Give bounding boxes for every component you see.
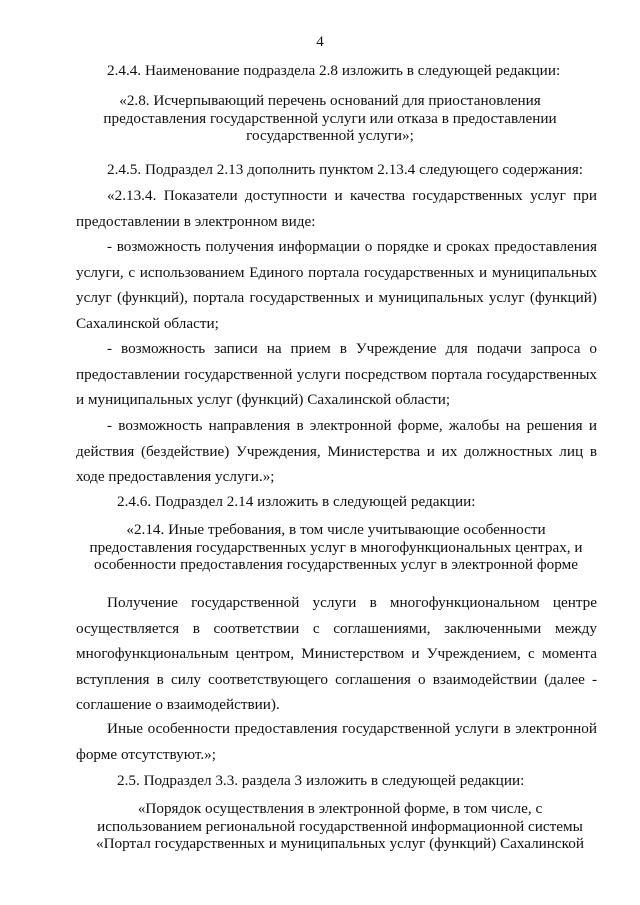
- bullet-appointment: - возможность записи на прием в Учреждение для подачи запроса о предоставлении государственной услуги посредством портала государственных и муниципальных услуг (функций) Сахалинской области;: [76, 340, 597, 408]
- bullet-complaint: - возможность направления в электронной форме, жалобы на решения и действия (бездействие) Учреждения, Министерства и их должностных лиц в ходе предоставления услуги.»;: [76, 417, 597, 485]
- page-number: 4: [316, 34, 324, 50]
- paragraph-mfc: Получение государственной услуги в многофункциональном центре осуществляется в соответствии с соглашениями, заключенными между многофункциональным центром, Министерством и Учреждением, с момента вступления в силу соответствующего соглашения о взаимодействии (далее - соглашение о взаимодействии).: [76, 594, 597, 713]
- paragraph-2-4-4: 2.4.4. Наименование подраздела 2.8 изложить в следующей редакции:: [107, 62, 561, 79]
- bullet-info: - возможность получения информации о порядке и сроках предоставления услуги, с использованием Единого портала государственных и муниципальных услуг (функций), портала государственных и муниципальных услуг (функций) Сахалинской области;: [76, 238, 597, 332]
- quote-2-14: «2.14. Иные требования, в том числе учитывающие особенности предоставления государственных услуг в многофункциональных центрах, и особенности предоставления государственных услуг в электронной форме: [89, 521, 583, 573]
- paragraph-2-13-4: «2.13.4. Показатели доступности и качества государственных услуг при предоставлении в электронном виде:: [76, 187, 597, 230]
- quote-2-8: «2.8. Исчерпывающий перечень оснований для приостановления предоставления государственной услуги или отказа в предоставлении государственной услуги»;: [103, 92, 557, 144]
- paragraph-2-5: 2.5. Подраздел 3.3. раздела 3 изложить в следующей редакции:: [117, 772, 525, 789]
- paragraph-2-4-5: 2.4.5. Подраздел 2.13 дополнить пунктом 2.13.4 следующего содержания:: [107, 161, 583, 178]
- quote-3-3: «Порядок осуществления в электронной форме, в том числе, с использованием региональной государственной информационной системы «Портал государственных и муниципальных услуг (функций) Сахалинской: [95, 800, 585, 852]
- paragraph-other-features: Иные особенности предоставления государственной услуги в электронной форме отсутствуют.»;: [76, 720, 597, 763]
- paragraph-2-4-6: 2.4.6. Подраздел 2.14 изложить в следующей редакции:: [117, 493, 476, 510]
